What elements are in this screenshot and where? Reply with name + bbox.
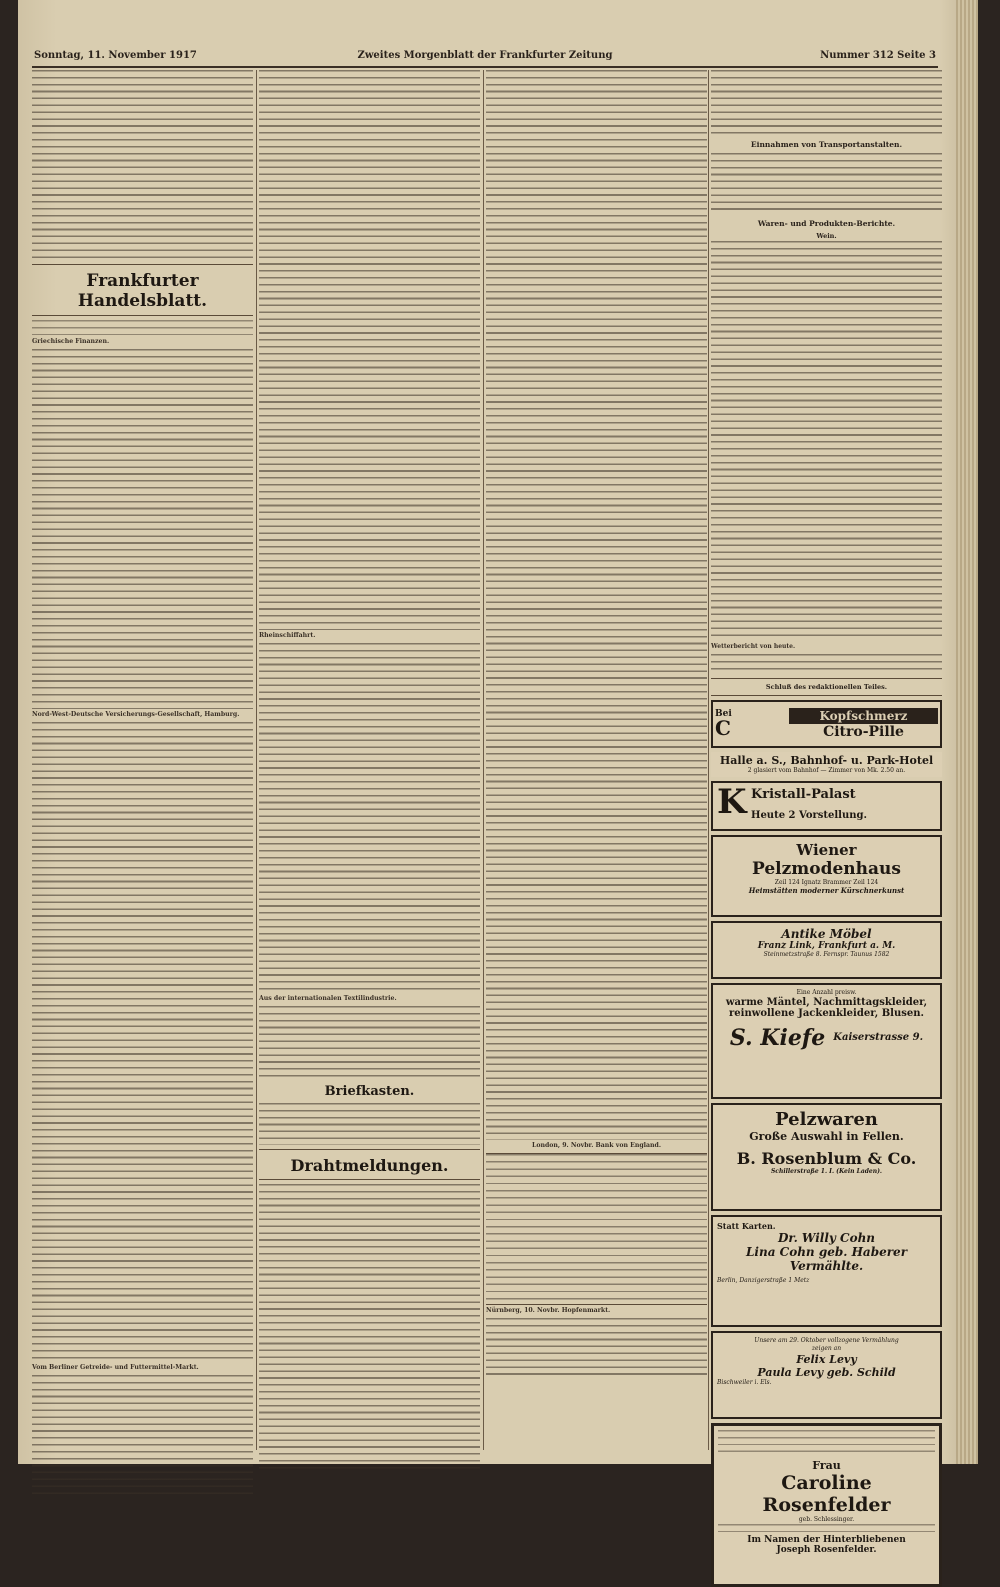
- column-rule: [483, 70, 484, 1450]
- text-block: [711, 654, 942, 674]
- divider: [32, 315, 253, 316]
- section-title-handelsblatt: Frankfurter Handelsblatt.: [77, 271, 208, 311]
- rubric-wein: Wein.: [816, 232, 837, 240]
- column-3: [486, 70, 707, 1450]
- ad-cohn-vermaehlung: Statt Karten. Dr. Willy Cohn Lina Cohn geb. Haberer Vermählte. Berlin, Danzigerstraße 1 Metz: [711, 1215, 942, 1327]
- text-block: [32, 1375, 253, 1495]
- text-block: [259, 1184, 480, 1474]
- section-title-briefkasten: Briefkasten.: [324, 1083, 415, 1099]
- divider: [711, 678, 942, 679]
- ad-wiener-pelzmodenhaus: Wiener Pelzmodenhaus Zeil 124 Ignatz Brammer Zeil 124 Heimstätten moderner Kürschnerkunst: [711, 835, 942, 917]
- text-block: [32, 320, 253, 336]
- text-block: [259, 70, 480, 630]
- rubric-transport: Einnahmen von Transportanstalten.: [750, 140, 903, 149]
- column-rule: [256, 70, 257, 1450]
- ad-levy-vermaehlung: Unsere am 29. Oktober vollzogene Vermählung zeigen an Felix Levy Paula Levy geb. Schild Bischweiler i. Els.: [711, 1331, 942, 1419]
- text-block: [711, 70, 942, 136]
- text-block: [486, 70, 707, 1140]
- subhead-versicherung: Nord-West-Deutsche Versicherungs-Gesellschaft, Hamburg.: [32, 710, 240, 718]
- ad-antike-moebel: Antike Möbel Franz Link, Frankfurt a. M. Steinmetzstraße 8. Fernspr. Taunus 1582: [711, 921, 942, 979]
- text-block: [486, 1318, 707, 1378]
- ad-kristall-palast: K Kristall-Palast Heute 2 Vorstellung.: [711, 781, 942, 831]
- text-block: [711, 241, 942, 641]
- text-block: [32, 722, 253, 1362]
- rubric-waren: Waren- und Produkten-Berichte.: [757, 219, 896, 228]
- text-block: [718, 1430, 935, 1456]
- subhead-rheinschiffahrt: Rheinschiffahrt.: [259, 632, 316, 639]
- text-block: [32, 349, 253, 709]
- divider: [711, 695, 942, 696]
- table-title-bank-england: London, 9. Novbr. Bank von England.: [532, 1142, 661, 1149]
- subhead-griechische-finanzen: Griechische Finanzen.: [32, 338, 110, 345]
- divider: [259, 1179, 480, 1180]
- ad-todesanzeige: Frau Caroline Rosenfelder geb. Schlessinger. Im Namen der Hinterbliebenen Joseph Rosenfelder.: [711, 1423, 942, 1587]
- text-block: [718, 1524, 935, 1532]
- text-block: [711, 153, 942, 215]
- subhead-getreide-markt: Vom Berliner Getreide- und Futtermittel-Markt.: [32, 1363, 199, 1371]
- newspaper-page: [18, 0, 978, 1555]
- text-block: [259, 643, 480, 993]
- subhead-hopfenmarkt: Nürnberg, 10. Novbr. Hopfenmarkt.: [486, 1306, 611, 1314]
- kiefe-signature: S. Kiefe: [729, 1024, 826, 1051]
- weather-report: Wetterbericht von heute.: [711, 643, 796, 650]
- kopfschmerz-logo: C: [715, 715, 731, 740]
- section-title-drahtmeldungen: Drahtmeldungen.: [290, 1155, 449, 1175]
- text-block: [259, 1006, 480, 1078]
- column-4: [711, 70, 942, 1555]
- editorial-end: Schluß des redaktionellen Teiles.: [765, 682, 888, 691]
- column-1: [32, 70, 253, 1450]
- text-block: [32, 70, 253, 260]
- table-bank-england: [486, 1153, 707, 1305]
- column-rule: [708, 70, 709, 1450]
- ad-pelzwaren-rosenblum: Pelzwaren Große Auswahl in Fellen. B. Rosenblum & Co. Schillerstraße 1. I. (Kein Laden).: [711, 1103, 942, 1211]
- page-edge: [956, 0, 978, 1464]
- ad-kopfschmerz: Bei C Kopfschmerz Citro-Pille: [711, 700, 942, 748]
- text-block: [259, 1103, 480, 1145]
- page-header: [32, 46, 938, 68]
- header-masthead: Zweites Morgenblatt der Frankfurter Zeitung: [357, 50, 613, 61]
- ad-kiefe: Eine Anzahl preisw. warme Mäntel, Nachmittagskleider, reinwollene Jackenkleider, Blusen. S. Kiefe Kaiserstrasse 9.: [711, 983, 942, 1099]
- divider: [32, 264, 253, 265]
- ad-hotel-halle: Halle a. S., Bahnhof- u. Park-Hotel 2 glasiert vom Bahnhof — Zimmer von Mk. 2.50 an.: [711, 752, 942, 777]
- header-date: Sonntag, 11. November 1917: [34, 50, 197, 61]
- subhead-textilindustrie: Aus der internationalen Textilindustrie.: [259, 994, 397, 1002]
- header-issue: Nummer 312 Seite 3: [820, 50, 936, 61]
- column-2: [259, 70, 480, 1450]
- divider: [259, 1149, 480, 1150]
- kristall-letter: K: [717, 781, 747, 822]
